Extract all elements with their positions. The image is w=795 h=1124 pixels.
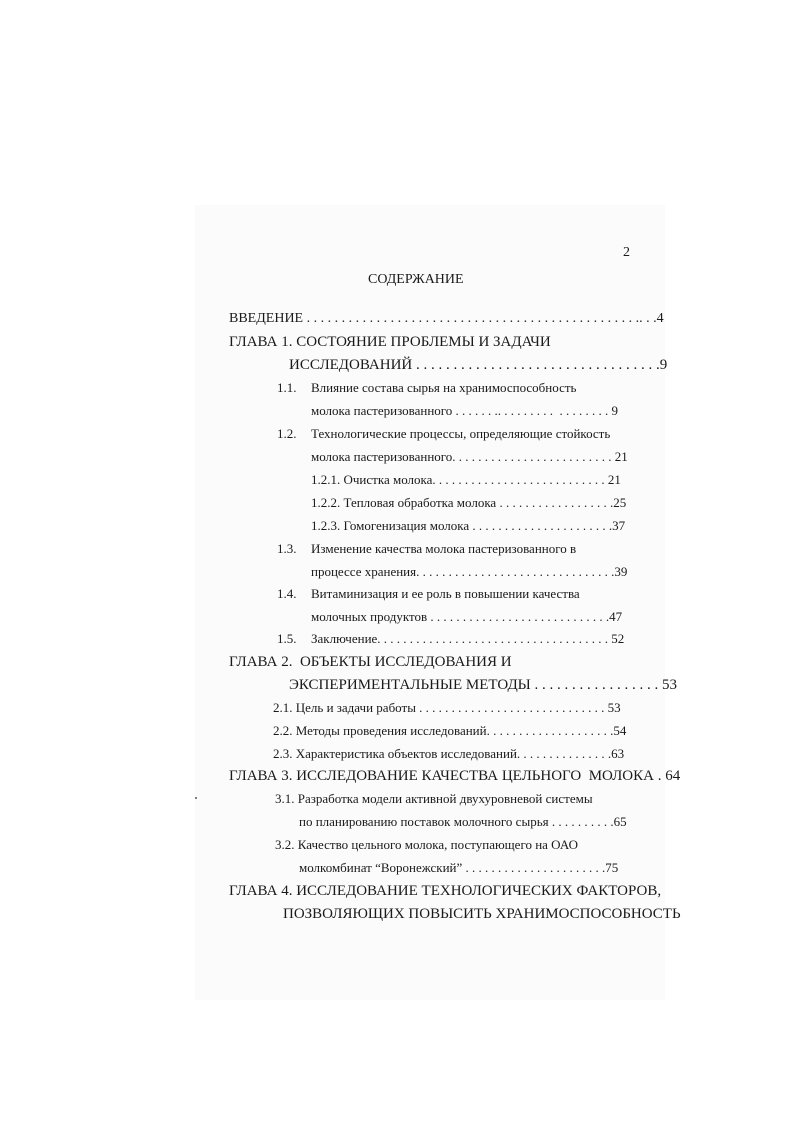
toc-chapter-3-title: ГЛАВА 3. ИССЛЕДОВАНИЕ КАЧЕСТВА ЦЕЛЬНОГО МОЛОКА . 64 [229,768,681,784]
toc-section-number: 1.3. [277,541,297,556]
toc-section-1-2-cont: молока пастеризованного. . . . . . . . . . . . . . . . . . . . . . . . . 21 [311,449,628,464]
toc-subsection-1-2-3: 1.2.3. Гомогенизация молока . . . . . . . . . . . . . . . . . . . . . .37 [311,518,626,533]
toc-intro: ВВЕДЕНИЕ . . . . . . . . . . . . . . . . . . . . . . . . . . . . . . . . . . . . . . . . . . . . . . . .. . .4 [229,311,664,326]
toc-subsection-1-2-1: 1.2.1. Очистка молока. . . . . . . . . . . . . . . . . . . . . . . . . . . 21 [311,472,621,487]
toc-section-1-4: Витаминизация и ее роль в повышении качества [311,586,580,601]
toc-section-3-1: 3.1. Разработка модели активной двухуровневой системы [275,791,593,806]
toc-chapter-1-title-cont: ИССЛЕДОВАНИЙ . . . . . . . . . . . . . . . . . . . . . . . . . . . . . . . . .9 [289,357,668,373]
toc-chapter-1-title: ГЛАВА 1. СОСТОЯНИЕ ПРОБЛЕМЫ И ЗАДАЧИ [229,334,551,350]
toc-section-number: 1.1. [277,380,297,395]
toc-section-3-2-cont: молкомбинат “Воронежский” . . . . . . . . . . . . . . . . . . . . . .75 [299,860,619,875]
toc-section-number: 1.4. [277,586,297,601]
page-title: СОДЕРЖАНИЕ [368,272,464,287]
toc-chapter-4-title-cont: ПОЗВОЛЯЮЩИХ ПОВЫСИТЬ ХРАНИМОСПОСОБНОСТЬ [283,906,681,922]
toc-section-3-2: 3.2. Качество цельного молока, поступающего на ОАО [275,837,579,852]
toc-section-1-4-cont: молочных продуктов . . . . . . . . . . . . . . . . . . . . . . . . . . . .47 [311,609,623,624]
toc-section-2-2: 2.2. Методы проведения исследований. . . . . . . . . . . . . . . . . . . .54 [273,723,627,738]
scan-speck [195,797,197,799]
toc-section-number: 1.2. [277,426,297,441]
toc-section-3-1-cont: по планированию поставок молочного сырья . . . . . . . . . .65 [299,814,627,829]
toc-chapter-2-title-cont: ЭКСПЕРИМЕНТАЛЬНЫЕ МЕТОДЫ . . . . . . . . . . . . . . . . . 53 [289,677,678,693]
toc-section-1-1-cont: молока пастеризованного . . . . . . .. . . . . . . . . . . . . . . . . 9 [311,403,619,418]
toc-section-1-3-cont: процессе хранения. . . . . . . . . . . . . . . . . . . . . . . . . . . . . . .39 [311,564,628,579]
toc-section-2-1: 2.1. Цель и задачи работы . . . . . . . . . . . . . . . . . . . . . . . . . . . . . 53 [273,700,621,715]
toc-subsection-1-2-2: 1.2.2. Тепловая обработка молока . . . . . . . . . . . . . . . . . .25 [311,495,627,510]
page-number: 2 [623,245,630,260]
toc-section-1-2: Технологические процессы, определяющие стойкость [311,426,611,441]
toc-section-2-3: 2.3. Характеристика объектов исследований. . . . . . . . . . . . . . .63 [273,746,625,761]
toc-section-1-3: Изменение качества молока пастеризованного в [311,541,577,556]
toc-section-1-1: Влияние состава сырья на хранимоспособность [311,380,577,395]
toc-chapter-2-title: ГЛАВА 2. ОБЪЕКТЫ ИССЛЕДОВАНИЯ И [229,654,512,670]
toc-section-number: 1.5. [277,631,297,646]
toc-section-1-5: Заключение. . . . . . . . . . . . . . . . . . . . . . . . . . . . . . . . . . . . 52 [311,631,625,646]
toc-chapter-4-title: ГЛАВА 4. ИССЛЕДОВАНИЕ ТЕХНОЛОГИЧЕСКИХ ФАКТОРОВ, [229,883,662,899]
